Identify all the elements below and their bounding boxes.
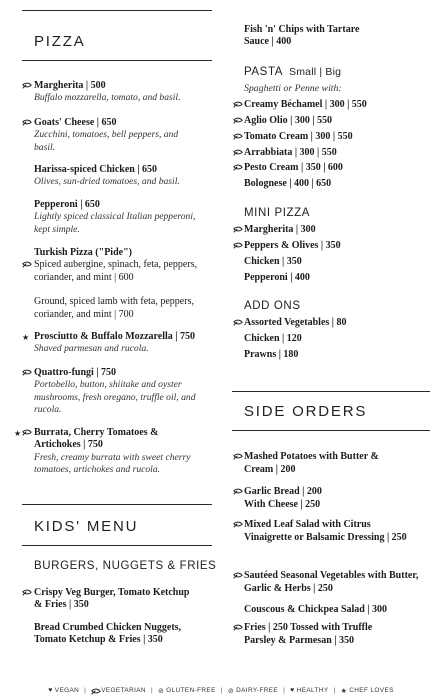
menu-item-turkish-pizza	[34, 247, 220, 285]
leaf-icon	[233, 520, 241, 528]
item-name: Turkish Pizza ("Pide")	[34, 247, 132, 258]
vegetarian-marker	[233, 451, 241, 463]
menu-item-addon-chicken: Chicken | 120	[244, 333, 302, 344]
leaf-icon	[233, 116, 241, 124]
star-icon: ★	[22, 333, 30, 342]
kids-title-divider	[22, 545, 212, 546]
menu-item-prosciutto	[34, 331, 220, 356]
legend-separator: |	[283, 687, 286, 694]
legend-healthy	[290, 687, 328, 694]
leaf-icon	[22, 81, 30, 89]
vegetarian-marker	[233, 147, 241, 159]
leaf-icon	[233, 318, 241, 326]
vegetarian-marker	[233, 519, 241, 531]
legend-label: HEALTHY	[296, 687, 329, 694]
vegetarian-marker	[233, 131, 241, 143]
leaf-icon	[233, 148, 241, 156]
leaf-icon	[233, 571, 241, 579]
vegetarian-marker	[233, 162, 241, 174]
item-name: Crispy Veg Burger, Tomato Ketchup & Fries | 350	[34, 587, 190, 611]
pizza-section-title: PIZZA	[34, 33, 86, 50]
legend-chef-loves	[341, 687, 394, 695]
vegetarian-marker	[22, 259, 30, 271]
heart-icon: ♥	[48, 687, 53, 694]
item-description: Olives, sun-dried tomatoes, and basil.	[34, 176, 180, 188]
vegetarian-marker	[233, 224, 241, 236]
dietary-legend	[0, 681, 442, 700]
item-description: Lightly spiced classical Italian pepperoni, kept simple.	[34, 211, 196, 235]
pasta-section-title	[244, 66, 341, 78]
vegetarian-marker	[233, 317, 241, 329]
item-name: Bread Crumbed Chicken Nuggets, Tomato Ketchup & Fries | 350	[34, 622, 182, 646]
kids-section-title: KIDS' MENU	[34, 518, 139, 535]
leaf-icon	[233, 163, 241, 171]
legend-label: CHEF LOVES	[349, 687, 394, 694]
leaf-icon	[233, 132, 241, 140]
leaf-icon	[233, 100, 241, 108]
menu-item-harissa-chicken	[34, 164, 220, 189]
pasta-note: Spaghetti or Penne with:	[244, 83, 342, 94]
leaf-icon	[22, 588, 30, 596]
item-name: Fish 'n' Chips with Tartare Sauce | 400	[244, 24, 360, 48]
leaf-icon	[22, 260, 30, 268]
vegetarian-marker	[22, 117, 30, 129]
leaf-icon	[91, 687, 99, 695]
menu-item-aglio-olio: Aglio Olio | 300 | 550	[244, 115, 333, 126]
item-description: Portobello, button, shiitake and oyster mushrooms, fresh oregano, truffle oil, and rucola.	[34, 379, 196, 416]
menu-item-mini-margherita: Margherita | 300	[244, 224, 316, 235]
legend-label: GLUTEN-FREE	[166, 687, 216, 694]
menu-item-margherita	[34, 80, 220, 105]
item-description: Spiced aubergine, spinach, feta, peppers, coriander, and mint | 600	[34, 259, 198, 283]
legend-label: VEGAN	[54, 687, 80, 694]
legend-gluten-free	[158, 687, 216, 695]
item-description: Fresh, creamy burrata with sweet cherry tomatoes, artichokes and rucola.	[34, 451, 191, 476]
kids-subsection-title: BURGERS, NUGGETS & FRIES	[34, 560, 217, 572]
vegetarian-marker	[233, 115, 241, 127]
menu-item-couscous-salad: Couscous & Chickpea Salad | 300	[244, 604, 388, 615]
vegetarian-marker	[22, 587, 30, 599]
legend-vegetarian	[91, 687, 146, 695]
leaf-icon	[233, 452, 241, 460]
item-name: Margherita | 500	[34, 80, 106, 91]
menu-item-veg-burger	[34, 587, 220, 612]
legend-separator: |	[333, 687, 336, 694]
menu-item-chicken-nuggets	[34, 622, 220, 647]
menu-item-pesto-cream: Pesto Cream | 350 | 600	[244, 162, 343, 173]
dairy-free-icon: ⊘	[227, 687, 235, 695]
vegetarian-marker	[233, 486, 241, 498]
legend-separator: |	[84, 687, 87, 694]
legend-label: VEGETARIAN	[101, 687, 146, 694]
menu-item-mini-peppers-olives: Peppers & Olives | 350	[244, 240, 341, 251]
pasta-title-text: PASTA	[244, 66, 283, 78]
item-name: Quattro-fungi | 750	[34, 367, 117, 378]
leaf-icon	[233, 487, 241, 495]
legend-separator: |	[220, 687, 223, 694]
menu-item-burrata	[34, 427, 220, 477]
item-description: Shaved parmesan and rucola.	[34, 343, 149, 355]
add-ons-section-title: ADD ONS	[244, 300, 301, 312]
heart-icon: ♥	[290, 687, 295, 694]
vegetarian-marker	[233, 99, 241, 111]
item-name: Burrata, Cherry Tomatoes & Artichokes | 750	[34, 427, 159, 451]
item-name: Pepperoni | 650	[34, 199, 100, 210]
leaf-icon	[22, 368, 30, 376]
menu-item-creamy-bechamel: Creamy Béchamel | 300 | 550	[244, 99, 367, 110]
legend-dairy-free	[228, 687, 278, 695]
legend-vegan	[48, 687, 79, 694]
item-name: Prosciutto & Buffalo Mozzarella | 750	[34, 331, 195, 342]
menu-item-addon-prawns: Prawns | 180	[244, 349, 299, 360]
menu-item-mini-chicken: Chicken | 350	[244, 256, 302, 267]
gluten-free-icon: ⊘	[158, 687, 165, 695]
menu-item-fish-n-chips	[244, 24, 440, 49]
menu-item-pepperoni	[34, 199, 220, 236]
item-name: Harissa-spiced Chicken | 650	[34, 164, 158, 175]
item-description: Ground, spiced lamb with feta, peppers, coriander, and mint | 700	[34, 296, 194, 320]
leaf-icon	[22, 428, 30, 436]
star-icon: ★	[14, 429, 22, 438]
leaf-icon	[233, 225, 241, 233]
vegetarian-marker	[22, 367, 30, 379]
menu-item-bolognese: Bolognese | 400 | 650	[244, 178, 332, 189]
vegetarian-marker	[233, 570, 241, 582]
side-orders-title-divider	[232, 430, 430, 431]
menu-item-mashed-potatoes: Mashed Potatoes with Butter & Cream | 200	[244, 451, 379, 475]
item-description: Buffalo mozzarella, tomato, and basil.	[34, 92, 181, 104]
menu-item-mixed-leaf-salad: Mixed Leaf Salad with Citrus Vinaigrette or Balsamic Dressing | 250	[244, 519, 407, 543]
menu-item-quattro-fungi	[34, 367, 220, 417]
top-divider-left	[22, 10, 212, 11]
chef-loves-marker	[22, 331, 29, 343]
side-orders-top-divider	[232, 391, 430, 392]
vegetarian-marker	[233, 622, 241, 634]
menu-item-sauteed-vegetables: Sautéed Seasonal Vegetables with Butter, Garlic & Herbs | 250	[244, 570, 419, 594]
menu-item-tomato-cream: Tomato Cream | 300 | 550	[244, 131, 353, 142]
menu-item-garlic-bread: Garlic Bread | 200 With Cheese | 250	[244, 486, 322, 510]
leaf-icon	[22, 118, 30, 126]
item-name: Goats' Cheese | 650	[34, 117, 117, 128]
menu-item-goats-cheese	[34, 117, 220, 154]
leaf-icon	[233, 623, 241, 631]
chef-loves-marker	[14, 427, 21, 439]
menu-item-assorted-vegetables: Assorted Vegetables | 80	[244, 317, 347, 328]
menu-item-turkish-lamb	[34, 296, 220, 321]
item-description: Zucchini, tomatoes, bell peppers, and basil.	[34, 129, 179, 153]
side-orders-section-title: SIDE ORDERS	[244, 403, 368, 420]
kids-top-divider	[22, 504, 212, 505]
menu-item-mini-pepperoni: Pepperoni | 400	[244, 272, 310, 283]
pizza-title-divider	[22, 60, 212, 61]
vegetarian-marker	[22, 427, 30, 439]
legend-label: DAIRY-FREE	[236, 687, 279, 694]
pasta-sizes: Small | Big	[289, 66, 342, 78]
mini-pizza-section-title: MINI PIZZA	[244, 207, 311, 219]
legend-separator: |	[150, 687, 153, 694]
vegetarian-marker	[233, 240, 241, 252]
leaf-icon	[233, 241, 241, 249]
menu-item-arrabbiata: Arrabbiata | 300 | 550	[244, 147, 337, 158]
vegetarian-marker	[22, 80, 30, 92]
star-icon: ★	[340, 687, 348, 695]
menu-item-fries: Fries | 250 Tossed with Truffle Parsley & Parmesan | 350	[244, 622, 373, 646]
